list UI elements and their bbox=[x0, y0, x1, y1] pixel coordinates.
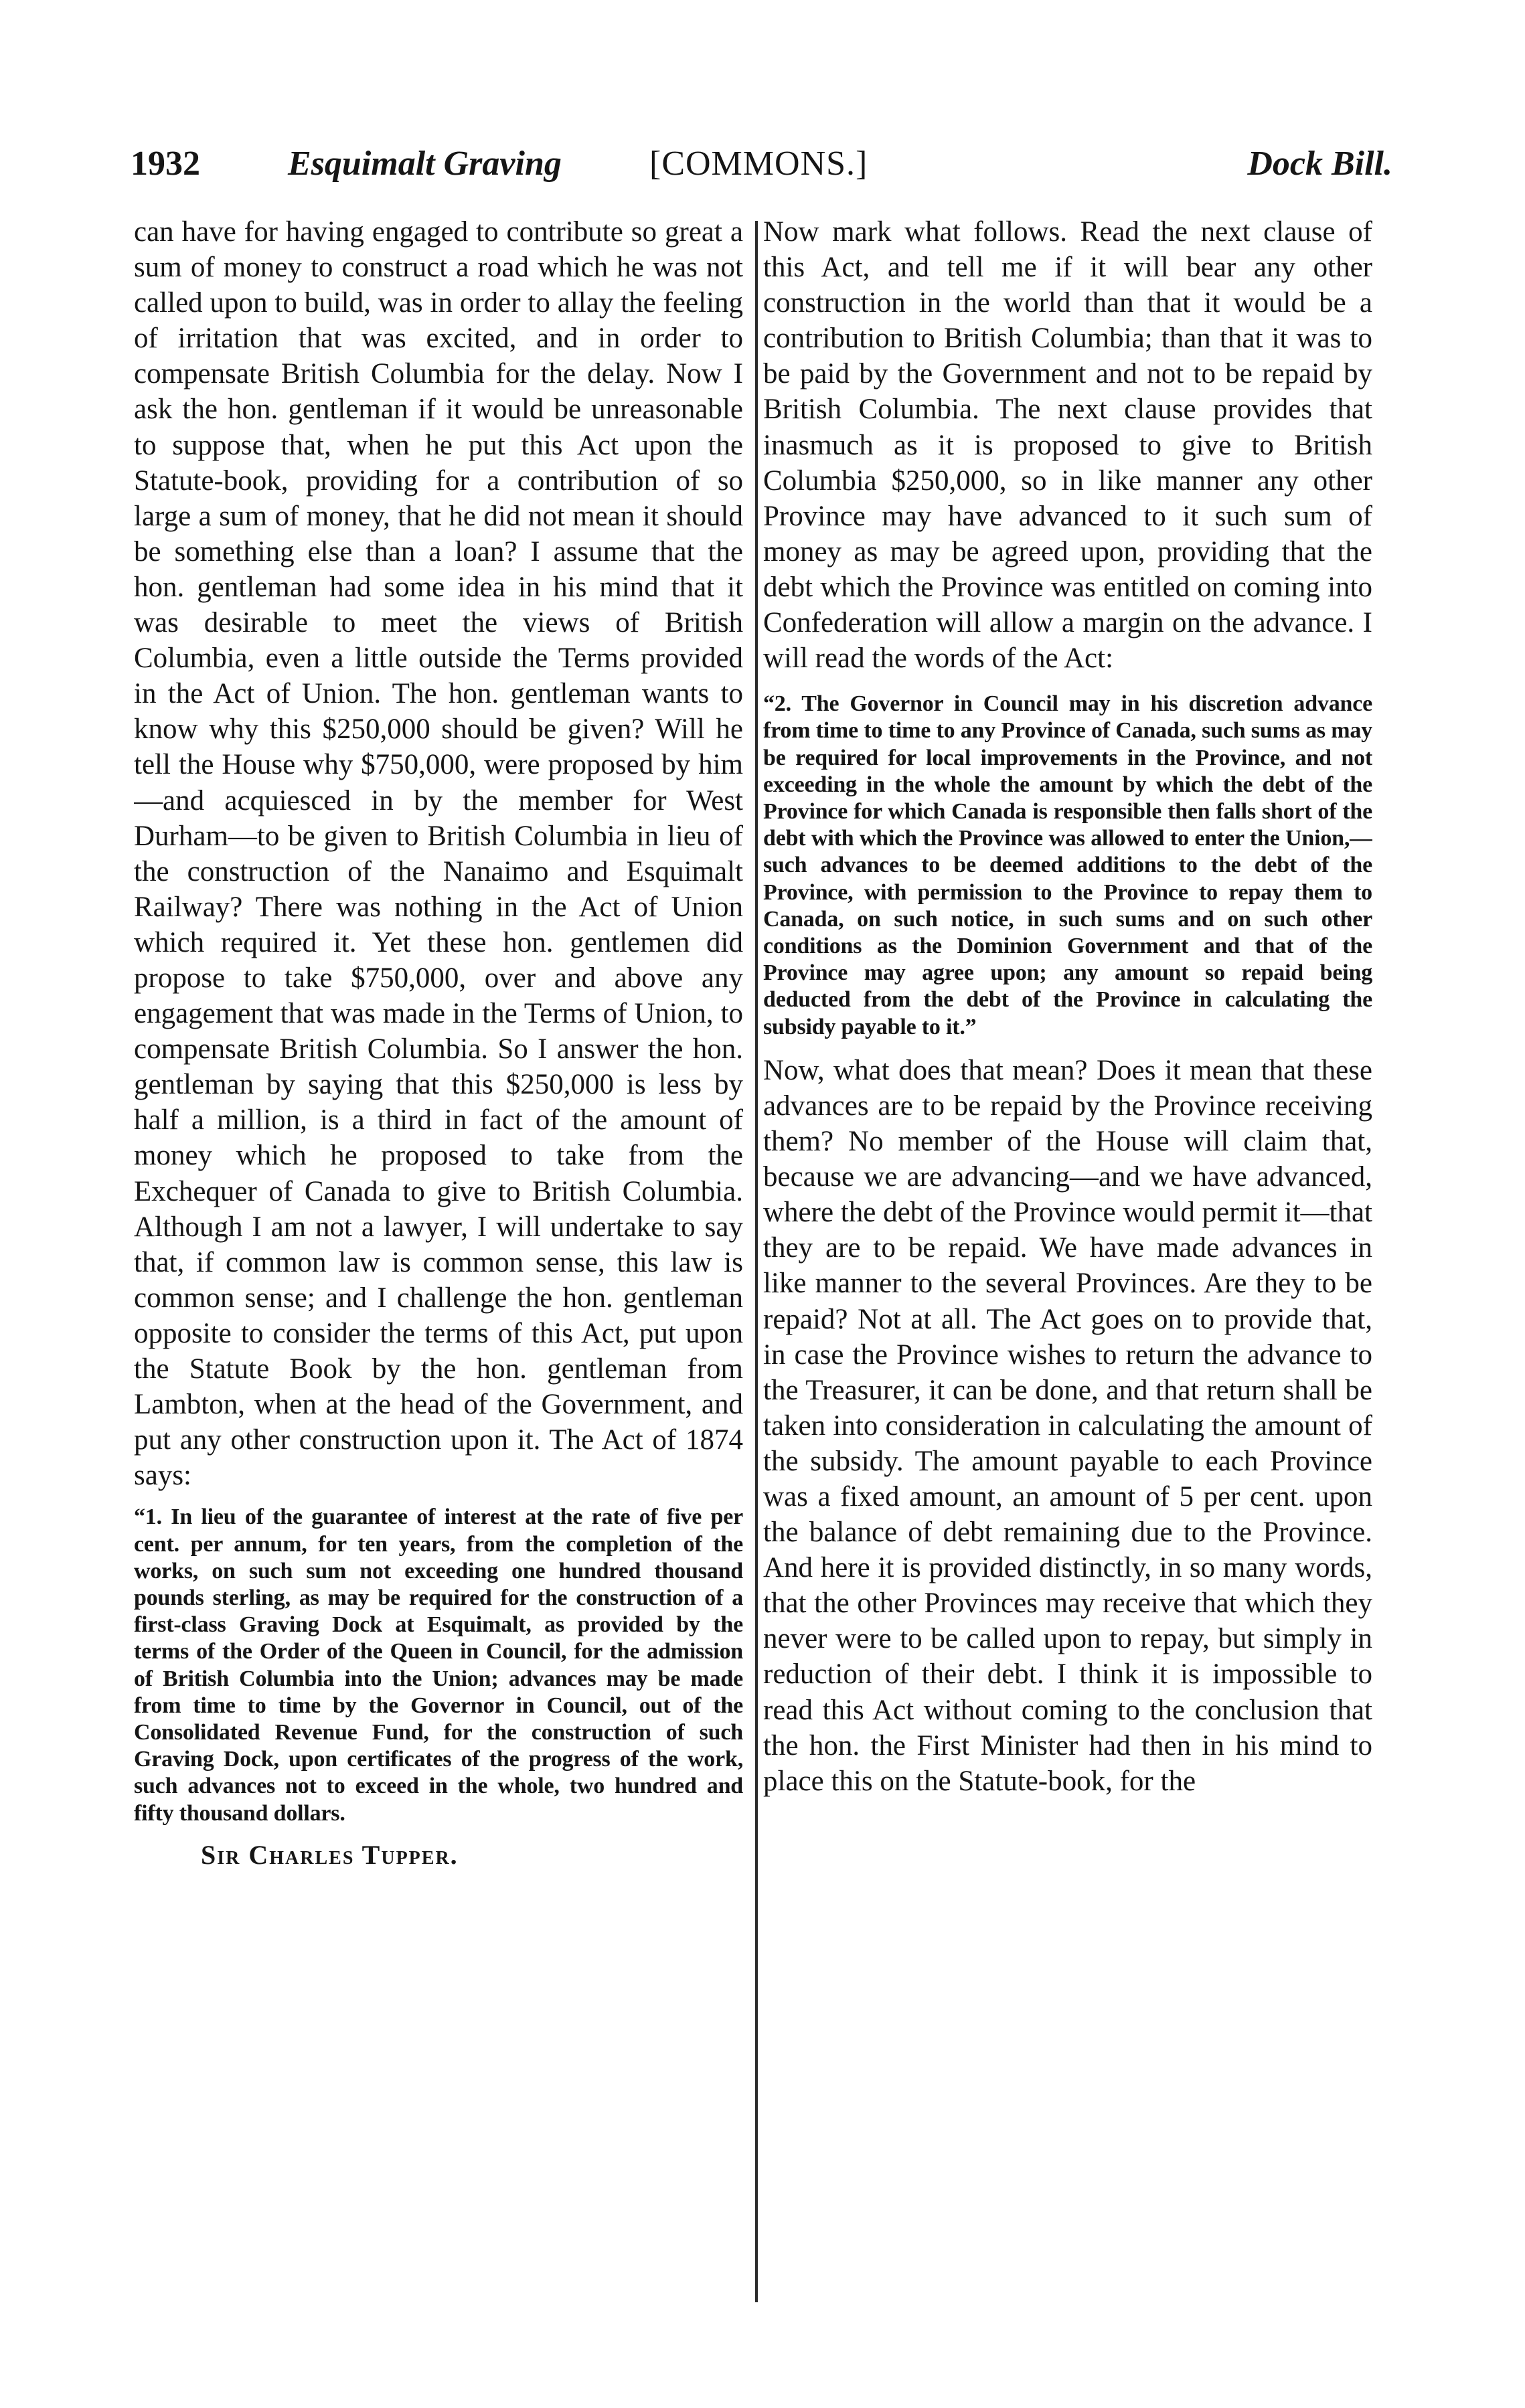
speaker-footer: Sir Charles Tupper. bbox=[201, 1839, 459, 1870]
right-column bbox=[763, 214, 1372, 2302]
left-column bbox=[134, 214, 743, 2302]
act-quote-clause-1: “1. In lieu of the guarantee of interest at the rate of five per cent. per annum, for ten years, from the completion of the works, on such sum not exceeding one hundred thousand pounds sterling, as may be required for the construction of a first-class Graving Dock at Esquimalt, as provided by the terms of the Order of the Queen in Council, for the admission of British Columbia into the Union; advances may be made from time to time by the Governor in Council, out of the Consolidated Revenue Fund, for the construction of such Graving Dock, upon certificates of the progress of the work, such advances not to exceed in the whole, two hundred and fifty thousand dollars. bbox=[134, 1504, 743, 1826]
running-title-left: Esquimalt Graving bbox=[288, 145, 562, 183]
running-title-right: Dock Bill. bbox=[1247, 145, 1392, 183]
house-label: [COMMONS.] bbox=[649, 145, 868, 183]
running-header bbox=[131, 134, 1392, 194]
right-paragraph-1: Now mark what follows. Read the next clause of this Act, and tell me if it will bear any other construction in the world than that it would be a contribution to British Columbia; than that it was to be paid by the Government and not to be repaid by British Columbia. The next clause provides that inasmuch as it is proposed to give to British Columbia $250,000, so in like manner any other Province may have advanced to it such sum of money as may be agreed upon, providing that the debt which the Province was entitled on coming into Confederation will allow a margin on the advance. I will read the words of the Act: bbox=[763, 216, 1372, 675]
right-paragraph-2: Now, what does that mean? Does it mean that these advances are to be repaid by the Province receiving them? No member of the House will claim that, because we are advancing—and we have advanced, where the debt of the Province would permit it—that they are to be repaid. We have made advances in like manner to the several Provinces. Are they to be repaid? Not at all. The Act goes on to provide that, in case the Province wishes to return the advance to the Treasurer, it can be done, and that return shall be taken into consideration in calculating the amount of the subsidy. The amount payable to each Province was a fixed amount, an amount of 5 per cent. upon the balance of debt remaining due to the Province. And here it is provided distinctly, in so many words, that the other Provinces may receive that which they never were to be called upon to repay, but simply in reduction of their debt. I think it is impossible to read this Act without coming to the conclusion that the hon. the First Minister had then in his mind to place this on the Statute-book, for the bbox=[763, 1054, 1372, 1797]
act-quote-clause-2: “2. The Governor in Council may in his discretion advance from time to time to any Province of Canada, such sums as may be required for local improvements in the Province, and not exceeding in the whole the amount by which the debt of the Province for which Canada is responsible then falls short of the debt with which the Province was allowed to enter the Union,—such advances to be deemed additions to the debt of the Province, with permission to the Province to repay them to Canada, on such notice, in such sums and on such other conditions as the Dominion Government and that of the Province may agree upon; any amount so repaid being deducted from the debt of the Province in calculating the subsidy payable to it.” bbox=[763, 691, 1372, 1039]
left-paragraph-1: can have for having engaged to contribute so great a sum of money to construct a road which he was not called upon to build, was in order to allay the feeling of irritation that was excited, and in order to compensate British Columbia for the delay. Now I ask the hon. gentleman if it would be unreasonable to suppose that, when he put this Act upon the Statute-book, providing for a contribution of so large a sum of money, that he did not mean it should be something else than a loan? I assume that the hon. gentleman had some idea in his mind that it was desirable to meet the views of British Columbia, even a little outside the Terms provided in the Act of Union. The hon. gentleman wants to know why this $250,000 should be given? Will he tell the House why $750,000, were proposed by him—and acquiesced in by the member for West Durham—to be given to British Columbia in lieu of the construction of the Nanaimo and Esquimalt Railway? There was nothing in the Act of Union which required it. Yet these hon. gentlemen did propose to take $750,000, over and above any engagement that was made in the Terms of Union, to compensate British Columbia. So I answer the hon. gentleman by saying that this $250,000 is less by half a million, is a third in fact of the amount of money which he proposed to take from the Exchequer of Canada to give to British Columbia. Although I am not a lawyer, I will undertake to say that, if common law is common sense, this law is common sense; and I challenge the hon. gentleman opposite to consider the terms of this Act, put upon the Statute Book by the hon. gentleman from Lambton, when at the head of the Government, and put any other construction upon it. The Act of 1874 says: bbox=[134, 216, 743, 1492]
column-divider bbox=[755, 221, 758, 2302]
page-number: 1932 bbox=[131, 145, 200, 183]
